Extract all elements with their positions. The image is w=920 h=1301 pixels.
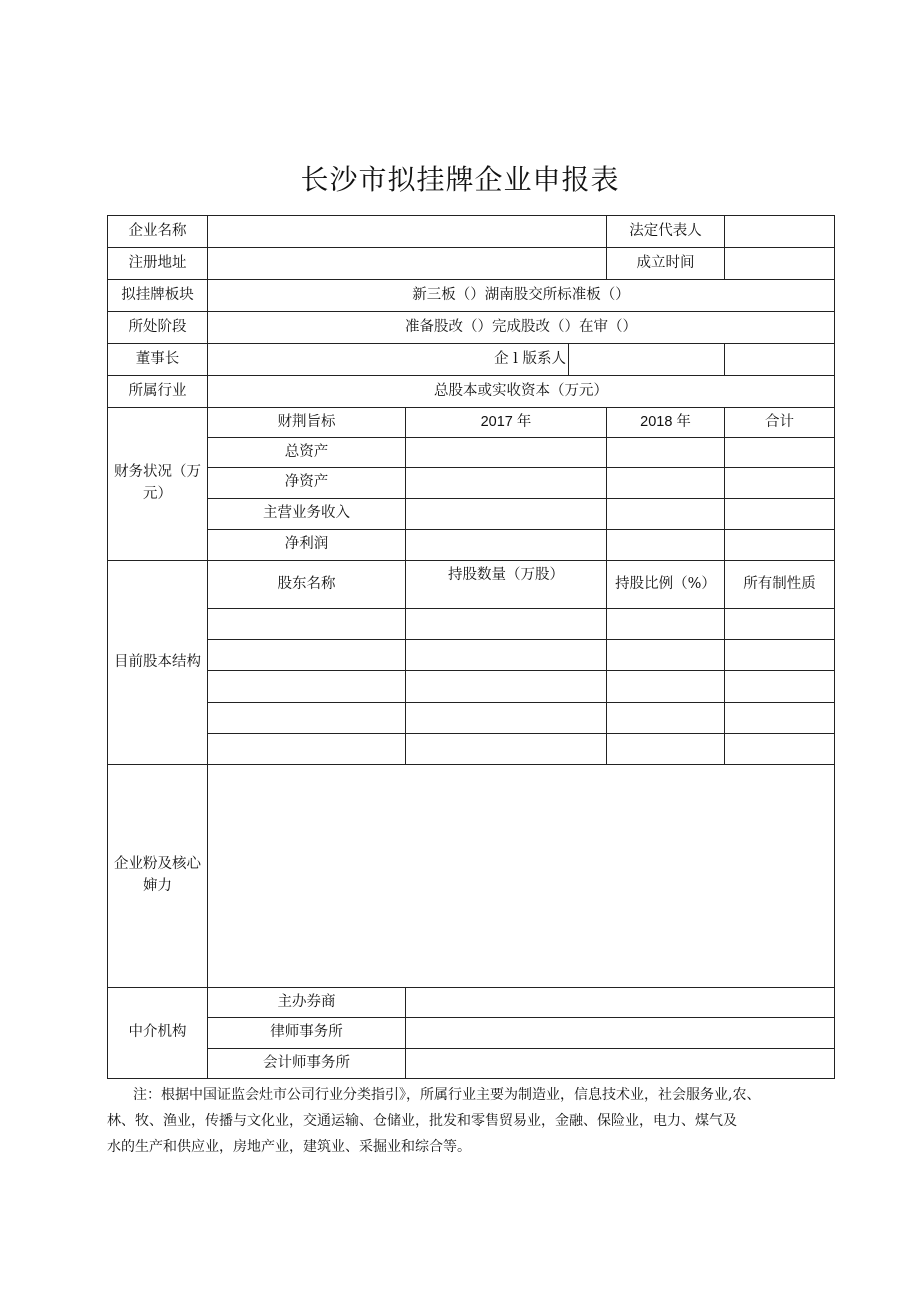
shareholder-cell[interactable]: [406, 734, 607, 765]
finance-cell[interactable]: [725, 438, 835, 468]
listing-board-options[interactable]: 新三板（）湖南股交所标准板（）: [208, 280, 835, 312]
intermediary-field[interactable]: [406, 1049, 835, 1079]
shareholder-header-amount: 持股数量（万股）: [406, 561, 607, 609]
shareholder-cell[interactable]: [725, 703, 835, 734]
finance-cell[interactable]: [725, 530, 835, 561]
business-description-field[interactable]: [208, 765, 835, 988]
shareholder-header-name: 股东名称: [208, 561, 406, 609]
shareholder-cell[interactable]: [725, 734, 835, 765]
chairman-extra-field[interactable]: [725, 344, 835, 376]
footnote-line: 林、牧、渔业，传播与文化业，交通运输、仓储业，批发和零售贸易业，金融、保险业，电力、煤气及: [107, 1113, 737, 1129]
industry-label: 所属行业: [108, 376, 208, 408]
finance-cell[interactable]: [607, 468, 725, 499]
finance-row-label: 净资产: [208, 468, 406, 499]
address-label: 注册地址: [108, 248, 208, 280]
shareholder-cell[interactable]: [607, 734, 725, 765]
application-form-table: [107, 215, 835, 1079]
finance-cell[interactable]: [725, 468, 835, 499]
finance-row-label: 主营业务收入: [208, 499, 406, 530]
address-field[interactable]: [208, 248, 607, 280]
founding-date-label: 成立时间: [607, 248, 725, 280]
intermediary-label: 中介机构: [108, 988, 208, 1079]
shareholder-cell[interactable]: [725, 609, 835, 640]
finance-cell[interactable]: [406, 499, 607, 530]
shareholder-cell[interactable]: [208, 703, 406, 734]
legal-rep-label: 法定代表人: [607, 216, 725, 248]
finance-label-line2: 元）: [143, 486, 172, 502]
page-title: 长沙市拟挂牌企业申报表: [300, 163, 620, 196]
shareholder-cell[interactable]: [406, 609, 607, 640]
founding-date-field[interactable]: [725, 248, 835, 280]
capital-label: 总股本或实收资本（万元）: [208, 376, 835, 408]
intermediary-row-label: 律师事务所: [208, 1018, 406, 1049]
shareholder-cell[interactable]: [208, 671, 406, 703]
shareholder-cell[interactable]: [208, 734, 406, 765]
intermediary-row-label: 主办券商: [208, 988, 406, 1018]
shareholder-header-nature: 所有制性质: [725, 561, 835, 609]
shareholder-header-ratio: 持股比例（%）: [607, 561, 725, 609]
finance-label: [108, 408, 208, 561]
finance-header-item: 财荆旨标: [208, 408, 406, 438]
shareholder-label: 目前股本结构: [108, 561, 208, 765]
shareholder-cell[interactable]: [607, 703, 725, 734]
shareholder-cell[interactable]: [607, 609, 725, 640]
finance-row-label: 净利润: [208, 530, 406, 561]
finance-header-2018: 2018 年: [607, 408, 725, 438]
shareholder-cell[interactable]: [208, 609, 406, 640]
finance-cell[interactable]: [406, 468, 607, 499]
stage-label: 所处阶段: [108, 312, 208, 344]
listing-board-label: 拟挂牌板块: [108, 280, 208, 312]
footnote-line: 水的生产和供应业，房地产业，建筑业、采掘业和综合等。: [107, 1139, 471, 1155]
finance-row-label: 总资产: [208, 438, 406, 468]
shareholder-cell[interactable]: [607, 640, 725, 671]
finance-label-line1: 财务状况（万: [114, 464, 201, 481]
finance-cell[interactable]: [607, 530, 725, 561]
business-label-line2: 婶力: [143, 878, 172, 894]
finance-cell[interactable]: [406, 438, 607, 468]
intermediary-row-label: 会计师事务所: [208, 1049, 406, 1079]
shareholder-cell[interactable]: [406, 703, 607, 734]
finance-cell[interactable]: [607, 438, 725, 468]
finance-header-total: 合计: [725, 408, 835, 438]
footnote-line: 注：根据中国证监会灶市公司行业分类指引》，所属行业主要为制造业，信息技术业，社会服务业,农、: [133, 1087, 761, 1103]
intermediary-field[interactable]: [406, 1018, 835, 1049]
shareholder-cell[interactable]: [725, 671, 835, 703]
contact-field[interactable]: [569, 344, 725, 376]
business-label-line1: 企业粉及核心: [114, 856, 201, 873]
finance-cell[interactable]: [725, 499, 835, 530]
shareholder-cell[interactable]: [208, 640, 406, 671]
finance-header-2017: 2017 年: [406, 408, 607, 438]
intermediary-field[interactable]: [406, 988, 835, 1018]
contact-label: 企 l 版系人: [208, 344, 569, 376]
shareholder-cell[interactable]: [725, 640, 835, 671]
chairman-label: 董事长: [108, 344, 208, 376]
company-name-field[interactable]: [208, 216, 607, 248]
legal-rep-field[interactable]: [725, 216, 835, 248]
finance-cell[interactable]: [607, 499, 725, 530]
footnote: [107, 1082, 840, 1160]
company-name-label: 企业名称: [108, 216, 208, 248]
business-label: [108, 765, 208, 988]
shareholder-cell[interactable]: [406, 640, 607, 671]
finance-cell[interactable]: [406, 530, 607, 561]
shareholder-cell[interactable]: [607, 671, 725, 703]
shareholder-cell[interactable]: [406, 671, 607, 703]
stage-options[interactable]: 准备股改（）完成股改（）在审（）: [208, 312, 835, 344]
